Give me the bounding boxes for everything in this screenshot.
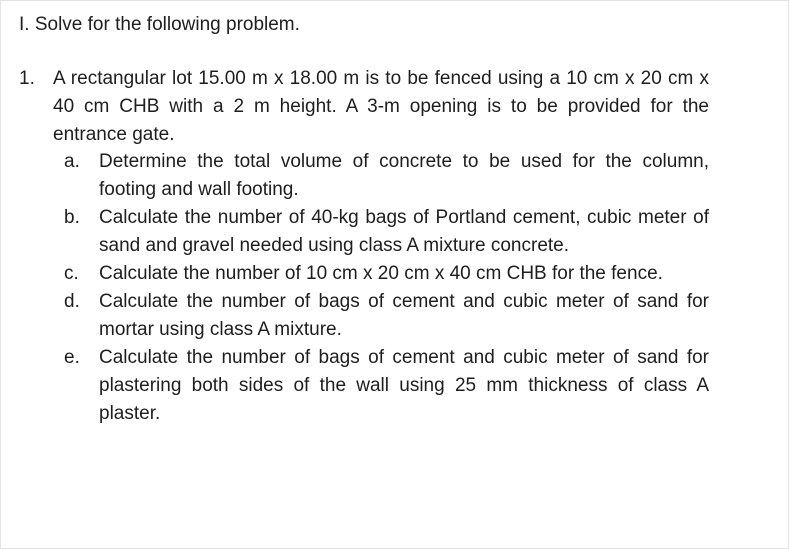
subitem-text: Calculate the number of bags of cement and cubic meter of sand for mortar using class A mixture. xyxy=(99,291,709,340)
subitem-text: Calculate the number of 40-kg bags of Portland cement, cubic meter of sand and gravel needed using class A mixture concrete. xyxy=(99,207,709,256)
subitem-text: Calculate the number of bags of cement and cubic meter of sand for plastering both sides of the wall using 25 mm thickness of class A plaster. xyxy=(99,347,709,424)
subitem-b xyxy=(19,204,709,260)
document-page xyxy=(1,1,789,550)
subitem-c xyxy=(19,260,709,288)
subitem-list xyxy=(19,148,709,428)
subitem-letter: e. xyxy=(64,347,80,368)
subitem-e xyxy=(19,344,709,428)
subitem-letter: c. xyxy=(64,263,79,284)
problem-number: 1. xyxy=(19,68,35,89)
subitem-letter: a. xyxy=(64,151,80,172)
section-heading: I. Solve for the following problem. xyxy=(19,14,300,35)
subitem-d xyxy=(19,288,709,344)
problem-statement: A rectangular lot 15.00 m x 18.00 m is to be fenced using a 10 cm x 20 cm x 40 cm CHB with a 2 m height. A 3-m opening is to be provided for the entrance gate. xyxy=(53,68,709,145)
subitem-letter: b. xyxy=(64,207,80,228)
subitem-letter: d. xyxy=(64,291,80,312)
subitem-text: Calculate the number of 10 cm x 20 cm x 40 cm CHB for the fence. xyxy=(99,263,663,284)
subitem-a xyxy=(19,148,709,204)
subitem-text: Determine the total volume of concrete to be used for the column, footing and wall footing. xyxy=(99,151,709,200)
